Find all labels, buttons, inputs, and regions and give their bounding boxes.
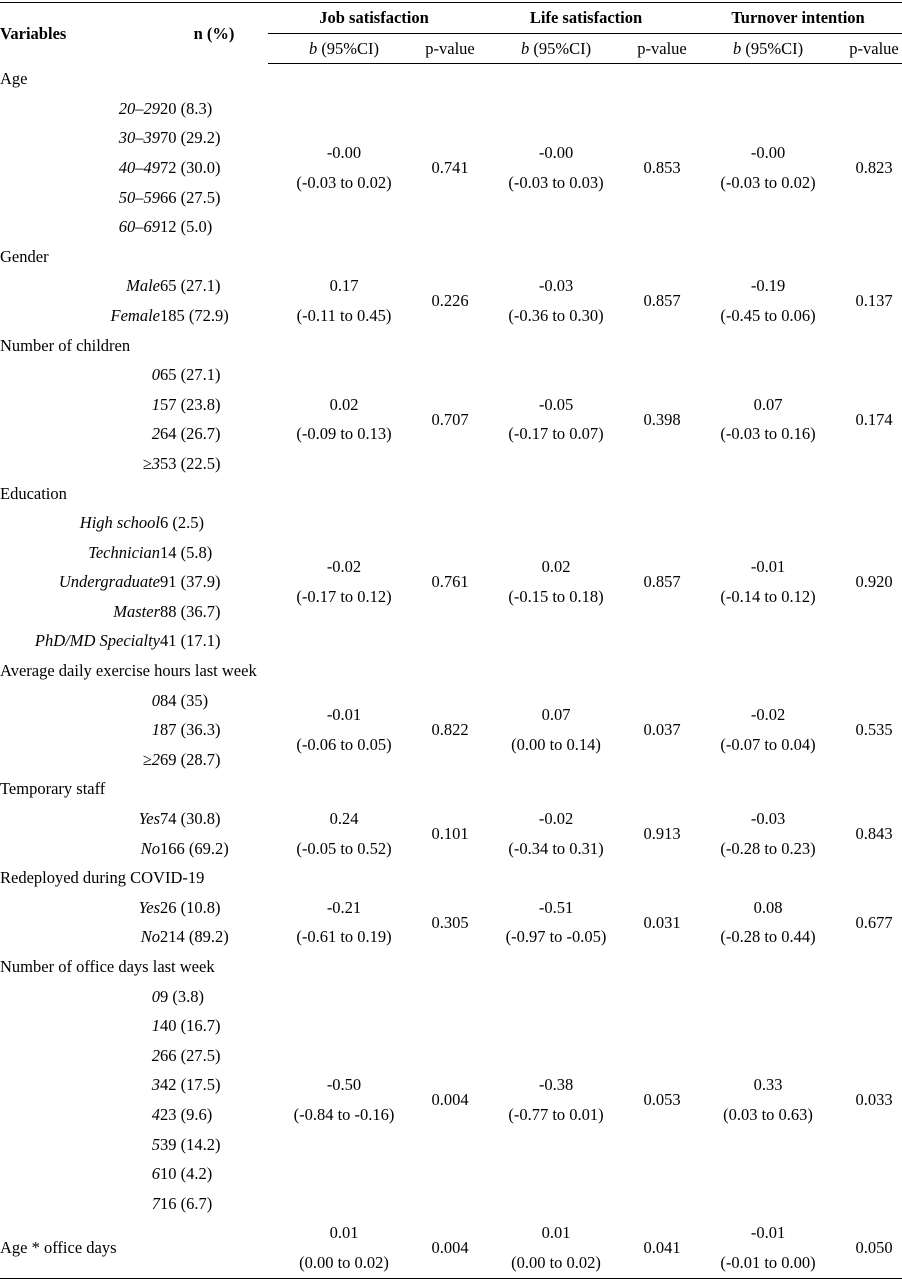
- estimate-cell: [268, 893, 420, 952]
- p-value-cell: 0.920: [855, 572, 893, 592]
- coefficient-value: -0.21: [326, 897, 362, 917]
- estimate-cell: [480, 893, 632, 952]
- confidence-interval: (-0.17 to 0.07): [508, 424, 604, 444]
- section-header-row: [0, 863, 902, 893]
- coefficient-value: -0.51: [538, 897, 574, 917]
- n-percent-value: 65 (27.1): [160, 365, 221, 385]
- n-percent-value: 41 (17.1): [160, 631, 221, 651]
- estimate-cell: [268, 686, 420, 775]
- variables-header: Variables: [0, 23, 67, 43]
- n-percent-value: 26 (10.8): [160, 897, 221, 917]
- confidence-interval: (-0.03 to 0.03): [508, 172, 604, 192]
- job-satisfaction-header: Job satisfaction: [268, 3, 480, 34]
- coefficient-value: 0.08: [753, 897, 783, 917]
- estimate-cell: [480, 508, 632, 656]
- confidence-interval: (-0.28 to 0.23): [720, 838, 816, 858]
- n-percent-value: 74 (30.8): [160, 809, 221, 829]
- section-header-row: [0, 656, 902, 686]
- estimate-cell: [268, 271, 420, 330]
- table-row: [0, 508, 902, 538]
- p-value-header: p-value: [632, 33, 692, 64]
- confidence-interval: (-0.84 to -0.16): [293, 1104, 395, 1124]
- n-percent-value: 40 (16.7): [160, 1016, 221, 1036]
- coefficient-value: -0.01: [326, 705, 362, 725]
- level-label: No: [140, 838, 160, 858]
- section-title: Average daily exercise hours last week: [0, 661, 257, 681]
- p-value-cell: 0.761: [431, 572, 469, 592]
- n-percent-value: 88 (36.7): [160, 601, 221, 621]
- p-value-cell: 0.033: [855, 1090, 893, 1110]
- coefficient-value: 0.07: [753, 394, 783, 414]
- estimate-cell: [692, 686, 844, 775]
- estimate-cell: [692, 804, 844, 863]
- coefficient-value: -0.03: [538, 276, 574, 296]
- coefficient-value: 0.02: [329, 394, 359, 414]
- estimate-cell: [692, 94, 844, 242]
- section-title: Age: [0, 69, 28, 89]
- n-percent-value: 70 (29.2): [160, 128, 221, 148]
- n-percent-value: 69 (28.7): [160, 749, 221, 769]
- p-value-cell: 0.226: [431, 291, 469, 311]
- confidence-interval: (-0.15 to 0.18): [508, 587, 604, 607]
- section-header-row: [0, 64, 902, 94]
- level-label: Male: [126, 276, 160, 296]
- coefficient-value: 0.24: [329, 809, 359, 829]
- table-row: [0, 982, 902, 1012]
- confidence-interval: (0.00 to 0.14): [511, 735, 601, 755]
- p-value-cell: 0.913: [643, 823, 681, 843]
- p-value-cell: 0.037: [643, 720, 681, 740]
- p-value-cell: 0.174: [855, 409, 893, 429]
- coefficient-value: -0.19: [750, 276, 786, 296]
- n-percent-value: 53 (22.5): [160, 453, 221, 473]
- section-header-row: [0, 242, 902, 272]
- interaction-title: Age * office days: [0, 1218, 268, 1278]
- n-percent-value: 16 (6.7): [160, 1193, 213, 1213]
- n-percent-value: 66 (27.5): [160, 1045, 221, 1065]
- p-value-cell: 0.101: [431, 823, 469, 843]
- n-percent-value: 64 (26.7): [160, 424, 221, 444]
- estimate-cell: [692, 1218, 844, 1278]
- confidence-interval: (-0.09 to 0.13): [296, 424, 392, 444]
- regression-table: [0, 2, 902, 1279]
- coefficient-value: -0.03: [750, 809, 786, 829]
- estimate-cell: [480, 360, 632, 478]
- coefficient-value: -0.02: [538, 809, 574, 829]
- section-header-row: [0, 479, 902, 509]
- section-title: Redeployed during COVID-19: [0, 868, 205, 888]
- level-label: 2: [151, 424, 160, 444]
- level-label: PhD/MD Specialty: [34, 631, 160, 651]
- p-value-cell: 0.823: [855, 157, 893, 177]
- p-value-cell: 0.857: [643, 572, 681, 592]
- confidence-interval: (-0.28 to 0.44): [720, 927, 816, 947]
- interaction-row: [0, 1218, 902, 1278]
- b-ci-header: b (95%CI): [268, 33, 420, 64]
- confidence-interval: (0.03 to 0.63): [723, 1104, 813, 1124]
- estimate-cell: [480, 94, 632, 242]
- level-label: 1: [151, 720, 160, 740]
- confidence-interval: (0.00 to 0.02): [299, 1252, 389, 1272]
- confidence-interval: (-0.07 to 0.04): [720, 735, 816, 755]
- header-row-groups: [0, 3, 902, 34]
- level-label: 50–59: [118, 187, 160, 207]
- table-row: [0, 686, 902, 716]
- estimate-cell: [692, 508, 844, 656]
- confidence-interval: (-0.11 to 0.45): [296, 305, 392, 325]
- level-label: 0: [151, 986, 160, 1006]
- table-row: [0, 804, 902, 834]
- estimate-cell: [692, 271, 844, 330]
- level-label: 2: [151, 1045, 160, 1065]
- confidence-interval: (-0.61 to 0.19): [296, 927, 392, 947]
- table-row: [0, 360, 902, 390]
- level-label: ≥2: [142, 749, 160, 769]
- coefficient-value: -0.00: [750, 143, 786, 163]
- section-header-row: [0, 952, 902, 982]
- level-label: Yes: [138, 809, 160, 829]
- section-header-row: [0, 331, 902, 361]
- p-value-cell: 0.857: [643, 291, 681, 311]
- level-label: 60–69: [118, 217, 160, 237]
- n-percent-value: 14 (5.8): [160, 542, 213, 562]
- level-label: 4: [151, 1104, 160, 1124]
- p-value-cell: 0.004: [431, 1090, 469, 1110]
- coefficient-value: 0.01: [329, 1223, 359, 1243]
- n-percent-value: 84 (35): [160, 690, 209, 710]
- coefficient-value: -0.38: [538, 1075, 574, 1095]
- confidence-interval: (-0.36 to 0.30): [508, 305, 604, 325]
- level-label: 0: [151, 690, 160, 710]
- level-label: 6: [151, 1164, 160, 1184]
- confidence-interval: (-0.77 to 0.01): [508, 1104, 604, 1124]
- confidence-interval: (-0.97 to -0.05): [505, 927, 607, 947]
- n-percent-value: 57 (23.8): [160, 394, 221, 414]
- p-value-cell: 0.031: [643, 912, 681, 932]
- table-row: [0, 271, 902, 301]
- estimate-cell: [268, 508, 420, 656]
- p-value-header: p-value: [844, 33, 902, 64]
- coefficient-value: -0.02: [326, 557, 362, 577]
- n-percent-value: 65 (27.1): [160, 276, 221, 296]
- coefficient-value: 0.07: [541, 705, 571, 725]
- confidence-interval: (-0.05 to 0.52): [296, 838, 392, 858]
- estimate-cell: [480, 804, 632, 863]
- section-title: Gender: [0, 246, 49, 266]
- confidence-interval: (-0.03 to 0.02): [296, 172, 392, 192]
- estimate-cell: [268, 982, 420, 1219]
- level-label: 40–49: [118, 157, 160, 177]
- n-percent-value: 166 (69.2): [160, 838, 229, 858]
- estimate-cell: [692, 893, 844, 952]
- confidence-interval: (-0.17 to 0.12): [296, 587, 392, 607]
- section-header-row: [0, 774, 902, 804]
- n-percent-value: 23 (9.6): [160, 1104, 213, 1124]
- coefficient-value: -0.02: [750, 705, 786, 725]
- estimate-cell: [268, 94, 420, 242]
- estimate-cell: [268, 1218, 420, 1278]
- p-value-cell: 0.004: [420, 1218, 480, 1278]
- level-label: 7: [151, 1193, 160, 1213]
- level-label: 20–29: [118, 98, 160, 118]
- n-percent-value: 42 (17.5): [160, 1075, 221, 1095]
- p-value-cell: 0.137: [855, 291, 893, 311]
- confidence-interval: (-0.45 to 0.06): [720, 305, 816, 325]
- p-value-cell: 0.041: [632, 1218, 692, 1278]
- coefficient-value: 0.17: [329, 276, 359, 296]
- coefficient-value: 0.02: [541, 557, 571, 577]
- p-value-cell: 0.305: [431, 912, 469, 932]
- n-percent-value: 91 (37.9): [160, 572, 221, 592]
- level-label: 5: [151, 1134, 160, 1154]
- level-label: High school: [79, 513, 160, 533]
- n-percent-value: 9 (3.8): [160, 986, 204, 1006]
- level-label: Undergraduate: [58, 572, 160, 592]
- coefficient-value: -0.01: [750, 1223, 786, 1243]
- p-value-cell: 0.677: [855, 912, 893, 932]
- confidence-interval: (-0.01 to 0.00): [720, 1252, 816, 1272]
- p-value-cell: 0.050: [844, 1218, 902, 1278]
- level-label: Female: [110, 305, 160, 325]
- table-row: [0, 893, 902, 923]
- level-label: 1: [151, 1016, 160, 1036]
- estimate-cell: [692, 982, 844, 1219]
- coefficient-value: -0.05: [538, 394, 574, 414]
- level-label: ≥3: [142, 453, 160, 473]
- confidence-interval: (-0.34 to 0.31): [508, 838, 604, 858]
- confidence-interval: (-0.03 to 0.02): [720, 172, 816, 192]
- n-percent-value: 12 (5.0): [160, 217, 213, 237]
- section-title: Number of children: [0, 335, 131, 355]
- n-percent-value: 214 (89.2): [160, 927, 229, 947]
- level-label: 30–39: [118, 128, 160, 148]
- p-value-cell: 0.535: [855, 720, 893, 740]
- level-label: Master: [113, 601, 160, 621]
- estimate-cell: [692, 360, 844, 478]
- p-value-cell: 0.707: [431, 409, 469, 429]
- coefficient-value: 0.01: [541, 1223, 571, 1243]
- estimate-cell: [268, 360, 420, 478]
- p-value-cell: 0.843: [855, 823, 893, 843]
- life-satisfaction-header: Life satisfaction: [480, 3, 692, 34]
- n-percent-value: 185 (72.9): [160, 305, 229, 325]
- coefficient-value: -0.00: [326, 143, 362, 163]
- p-value-cell: 0.053: [643, 1090, 681, 1110]
- p-value-cell: 0.822: [431, 720, 469, 740]
- turnover-intention-header: Turnover intention: [692, 3, 902, 34]
- table-row: [0, 94, 902, 124]
- coefficient-value: -0.00: [538, 143, 574, 163]
- level-label: 1: [151, 394, 160, 414]
- confidence-interval: (-0.06 to 0.05): [296, 735, 392, 755]
- coefficient-value: -0.50: [326, 1075, 362, 1095]
- confidence-interval: (-0.03 to 0.16): [720, 424, 816, 444]
- p-value-cell: 0.853: [643, 157, 681, 177]
- level-label: Yes: [138, 897, 160, 917]
- level-label: Technician: [88, 542, 160, 562]
- estimate-cell: [268, 804, 420, 863]
- estimate-cell: [480, 686, 632, 775]
- n-percent-value: 10 (4.2): [160, 1164, 213, 1184]
- coefficient-value: 0.33: [753, 1075, 783, 1095]
- estimate-cell: [480, 1218, 632, 1278]
- confidence-interval: (-0.14 to 0.12): [720, 587, 816, 607]
- n-percent-value: 20 (8.3): [160, 98, 213, 118]
- level-label: 3: [151, 1075, 160, 1095]
- p-value-cell: 0.741: [431, 157, 469, 177]
- n-percent-value: 66 (27.5): [160, 187, 221, 207]
- n-percent-value: 72 (30.0): [160, 157, 221, 177]
- p-value-header: p-value: [420, 33, 480, 64]
- n-percent-header: n (%): [193, 23, 235, 43]
- section-title: Number of office days last week: [0, 957, 215, 976]
- p-value-cell: 0.398: [643, 409, 681, 429]
- level-label: No: [140, 927, 160, 947]
- n-percent-value: 39 (14.2): [160, 1134, 221, 1154]
- b-ci-header: b (95%CI): [480, 33, 632, 64]
- n-percent-value: 87 (36.3): [160, 720, 221, 740]
- coefficient-value: -0.01: [750, 557, 786, 577]
- n-percent-value: 6 (2.5): [160, 513, 204, 533]
- estimate-cell: [480, 271, 632, 330]
- confidence-interval: (0.00 to 0.02): [511, 1252, 601, 1272]
- table-body: [0, 64, 902, 1278]
- level-label: 0: [151, 365, 160, 385]
- section-title: Education: [0, 483, 67, 503]
- estimate-cell: [480, 982, 632, 1219]
- section-title: Temporary staff: [0, 779, 106, 799]
- b-ci-header: b (95%CI): [692, 33, 844, 64]
